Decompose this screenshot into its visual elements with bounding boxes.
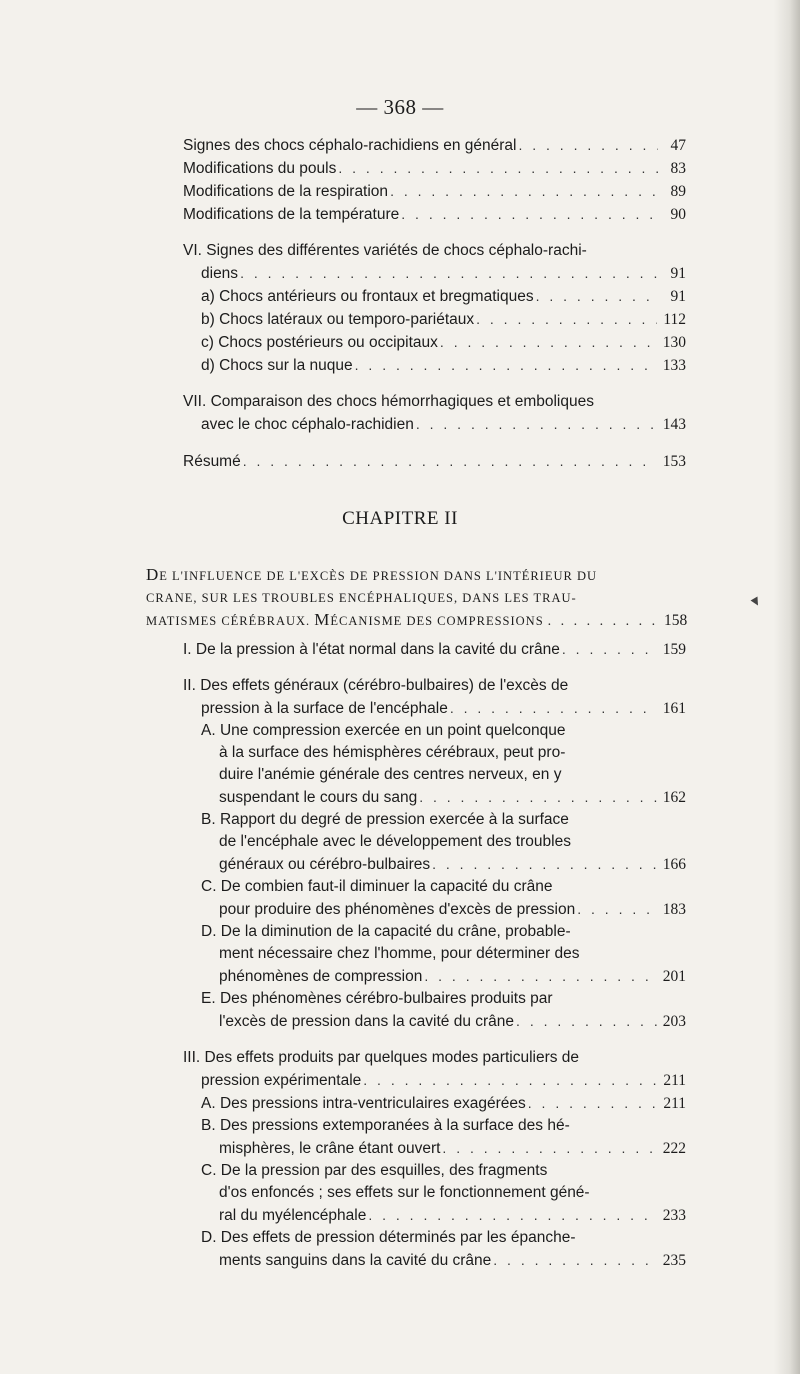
toc-entry-text: A. Des pressions intra-ventriculaires exagérées: [201, 1095, 526, 1112]
toc-entry-last-line: [201, 965, 686, 988]
leader-dots: [440, 331, 657, 353]
toc-entry-text: c) Chocs postérieurs ou occipitaux: [201, 334, 438, 351]
leader-dots: [450, 697, 657, 719]
toc-page-number: 203: [662, 1013, 686, 1030]
toc-entry-text: l'excès de pression dans la cavité du crâne: [219, 1013, 515, 1030]
toc-entry-line: VI. Signes des différentes variétés de chocs céphalo-rachi-: [183, 242, 587, 259]
toc-entry-text: a) Chocs antérieurs ou frontaux et bregmatiques: [201, 288, 534, 305]
toc-entry: [183, 988, 686, 1033]
leader-dots: [548, 611, 658, 633]
chapter-heading-line-2: CRANE, SUR LES TROUBLES ENCÉPHALIQUES, DANS LES TRAU-: [146, 591, 577, 605]
leader-dots: [493, 1249, 656, 1271]
toc-entry: [183, 876, 686, 921]
toc-page-number: 159: [662, 641, 686, 658]
toc-page-number: 90: [670, 206, 686, 223]
leader-dots: [577, 898, 657, 920]
toc-entry-line: II. Des effets généraux (cérébro-bulbaires) de l'excès de: [183, 677, 569, 694]
leader-dots: [338, 157, 658, 179]
toc-entry: [183, 1092, 686, 1115]
toc-entry: [183, 638, 686, 661]
leader-dots: [424, 965, 656, 987]
leader-dots: [355, 354, 657, 376]
toc-entry-last-line: [183, 697, 686, 720]
toc-entry-text: Résumé: [183, 453, 241, 470]
toc-page-number: 112: [663, 311, 686, 328]
leader-dots: [516, 1010, 657, 1032]
toc-page-number: 211: [663, 1095, 686, 1112]
toc-entry-text: misphères, le crâne étant ouvert: [219, 1140, 441, 1157]
leader-dots: [363, 1069, 657, 1091]
toc-entry-last-line: [201, 308, 686, 331]
toc-entry-line: VII. Comparaison des chocs hémorrhagiques et emboliques: [183, 393, 594, 410]
toc-entry-text: diens: [201, 265, 239, 282]
leader-dots: [243, 450, 657, 472]
toc-entry: [183, 809, 686, 876]
toc-page-number: 235: [662, 1252, 686, 1269]
toc-entry-last-line: [183, 157, 686, 180]
toc-page-number: 153: [662, 453, 686, 470]
toc-entry-text: phénomènes de compression: [219, 968, 423, 985]
toc-entry: [183, 391, 686, 436]
leader-dots: [390, 180, 658, 202]
toc-entry: [183, 1115, 686, 1160]
leader-dots: [419, 786, 657, 808]
toc-entry-line: E. Des phénomènes cérébro-bulbaires produits par: [201, 990, 553, 1007]
toc-page-number: 143: [662, 416, 686, 433]
toc-entry-text: pour produire des phénomènes d'excès de pression: [219, 901, 576, 918]
page-number: — 368 —: [356, 95, 444, 119]
toc-page-number: 222: [662, 1140, 686, 1157]
toc-page-number: 133: [662, 357, 686, 374]
toc-page-number: 89: [670, 183, 686, 200]
toc-entry-line: de l'encéphale avec le développement des troubles: [219, 833, 571, 850]
toc-entry-text: pression à la surface de l'encéphale: [201, 700, 448, 717]
toc-entry: [183, 1047, 686, 1092]
chapter-heading-initial: D: [146, 565, 160, 584]
leader-dots: [528, 1092, 658, 1114]
page-edge-shadow: [774, 0, 800, 1374]
toc-page-number: 162: [662, 789, 686, 806]
toc-entry-line: B. Des pressions extemporanées à la surface des hé-: [201, 1117, 570, 1134]
leader-dots: [518, 134, 658, 156]
toc-gap: [183, 226, 686, 240]
toc-gap: [183, 1033, 686, 1047]
toc-entry-text: pression expérimentale: [201, 1072, 362, 1089]
chapter-title: CHAPITRE II: [342, 508, 458, 529]
toc-entry-last-line: [183, 203, 686, 226]
toc-entry-text: Modifications de la température: [183, 206, 400, 223]
toc-entry-last-line: [201, 853, 686, 876]
toc-gap: [183, 377, 686, 391]
toc-entry-text: d) Chocs sur la nuque: [201, 357, 353, 374]
toc-entry-text: Signes des chocs céphalo-rachidiens en général: [183, 137, 517, 154]
chapter-heading-text-3: MATISMES CÉRÉBRAUX. MÉCANISME DES COMPRESSIONS: [146, 610, 544, 629]
toc-page-number: 83: [670, 160, 686, 177]
toc-entry-line: D. De la diminution de la capacité du crâne, probable-: [201, 923, 571, 940]
leader-dots: [442, 1137, 656, 1159]
toc-entry-last-line: [183, 1069, 686, 1092]
toc-entry-text: I. De la pression à l'état normal dans la cavité du crâne: [183, 641, 560, 658]
chapter-heading-line-3: [146, 609, 686, 633]
toc-page-number: 130: [662, 334, 686, 351]
toc-entry-line: à la surface des hémisphères cérébraux, peut pro-: [219, 744, 566, 761]
toc-page-number: 211: [663, 1072, 686, 1089]
toc-entry-line: III. Des effets produits par quelques modes particuliers de: [183, 1049, 580, 1066]
toc-gap: [183, 436, 686, 450]
toc-page-number: 233: [662, 1207, 686, 1224]
toc-entry-text: ral du myélencéphale: [219, 1207, 367, 1224]
toc-entry-text: avec le choc céphalo-rachidien: [201, 416, 414, 433]
toc-entry-last-line: [183, 638, 686, 661]
toc-entry: [183, 354, 686, 377]
toc-entry-line: A. Une compression exercée en un point quelconque: [201, 722, 566, 739]
toc-page-number: 183: [662, 901, 686, 918]
toc-entry-line: C. De la pression par des esquilles, des fragments: [201, 1162, 548, 1179]
toc-entry: [183, 450, 686, 473]
toc-entry: [183, 240, 686, 285]
toc-entry: [183, 675, 686, 720]
toc-entry: [183, 157, 686, 180]
toc-entry-last-line: [201, 1092, 686, 1115]
toc-section-2: [183, 638, 686, 1272]
toc-entry-text: b) Chocs latéraux ou temporo-pariétaux: [201, 311, 475, 328]
toc-entry-last-line: [201, 285, 686, 308]
toc-page-number: 166: [662, 856, 686, 873]
toc-entry-last-line: [201, 1249, 686, 1272]
margin-mark-icon: [751, 597, 762, 608]
toc-entry-text: Modifications du pouls: [183, 160, 337, 177]
toc-entry-last-line: [201, 898, 686, 921]
toc-entry: [183, 720, 686, 809]
toc-page-number: 201: [662, 968, 686, 985]
chapter-heading-text-1: E L'INFLUENCE DE L'EXCÈS DE PRESSION DANS L'INTÉRIEUR DU: [159, 569, 598, 583]
toc-entry-text: Modifications de la respiration: [183, 183, 389, 200]
toc-entry-text: ments sanguins dans la cavité du crâne: [219, 1252, 492, 1269]
toc-entry-last-line: [201, 1137, 686, 1160]
toc-entry: [183, 308, 686, 331]
toc-entry-text: généraux ou cérébro-bulbaires: [219, 856, 431, 873]
toc-entry: [183, 1227, 686, 1272]
toc-entry-last-line: [183, 450, 686, 473]
toc-entry-line: D. Des effets de pression déterminés par les épanche-: [201, 1229, 576, 1246]
toc-entry-last-line: [183, 180, 686, 203]
leader-dots: [416, 413, 657, 435]
toc-entry: [183, 180, 686, 203]
toc-entry-last-line: [183, 413, 686, 436]
toc-entry: [183, 203, 686, 226]
chapter-heading: [146, 564, 686, 633]
leader-dots: [401, 203, 658, 225]
toc-page-number: 91: [670, 288, 686, 305]
toc-entry-line: d'os enfoncés ; ses effets sur le fonctionnement géné-: [219, 1184, 590, 1201]
chapter-heading-line-1: [146, 564, 686, 587]
toc-page-number: 161: [662, 700, 686, 717]
toc-entry-last-line: [183, 134, 686, 157]
toc-entry-text: suspendant le cours du sang: [219, 789, 418, 806]
leader-dots: [476, 308, 657, 330]
leader-dots: [240, 262, 658, 284]
toc-entry: [183, 331, 686, 354]
toc-entry-last-line: [201, 354, 686, 377]
toc-entry: [183, 134, 686, 157]
toc-entry-line: B. Rapport du degré de pression exercée à la surface: [201, 811, 569, 828]
toc-entry-last-line: [201, 1010, 686, 1033]
toc-entry: [183, 921, 686, 988]
toc-entry: [183, 1160, 686, 1227]
toc-entry-line: duire l'anémie générale des centres nerveux, en y: [219, 766, 562, 783]
leader-dots: [536, 285, 658, 307]
toc-page-number: 91: [670, 265, 686, 282]
toc-entry-last-line: [201, 331, 686, 354]
toc-entry-line: ment nécessaire chez l'homme, pour déterminer des: [219, 945, 580, 962]
toc-entry-last-line: [201, 1204, 686, 1227]
toc-entry: [183, 285, 686, 308]
toc-entry-last-line: [201, 786, 686, 809]
toc-entry-last-line: [183, 262, 686, 285]
leader-dots: [432, 853, 657, 875]
toc-entry-line: C. De combien faut-il diminuer la capacité du crâne: [201, 878, 553, 895]
leader-dots: [368, 1204, 656, 1226]
toc-page-number: 47: [670, 137, 686, 154]
chapter-page-number: 158: [664, 612, 688, 629]
leader-dots: [562, 638, 657, 660]
toc-section-1: [183, 134, 686, 473]
toc-gap: [183, 661, 686, 675]
